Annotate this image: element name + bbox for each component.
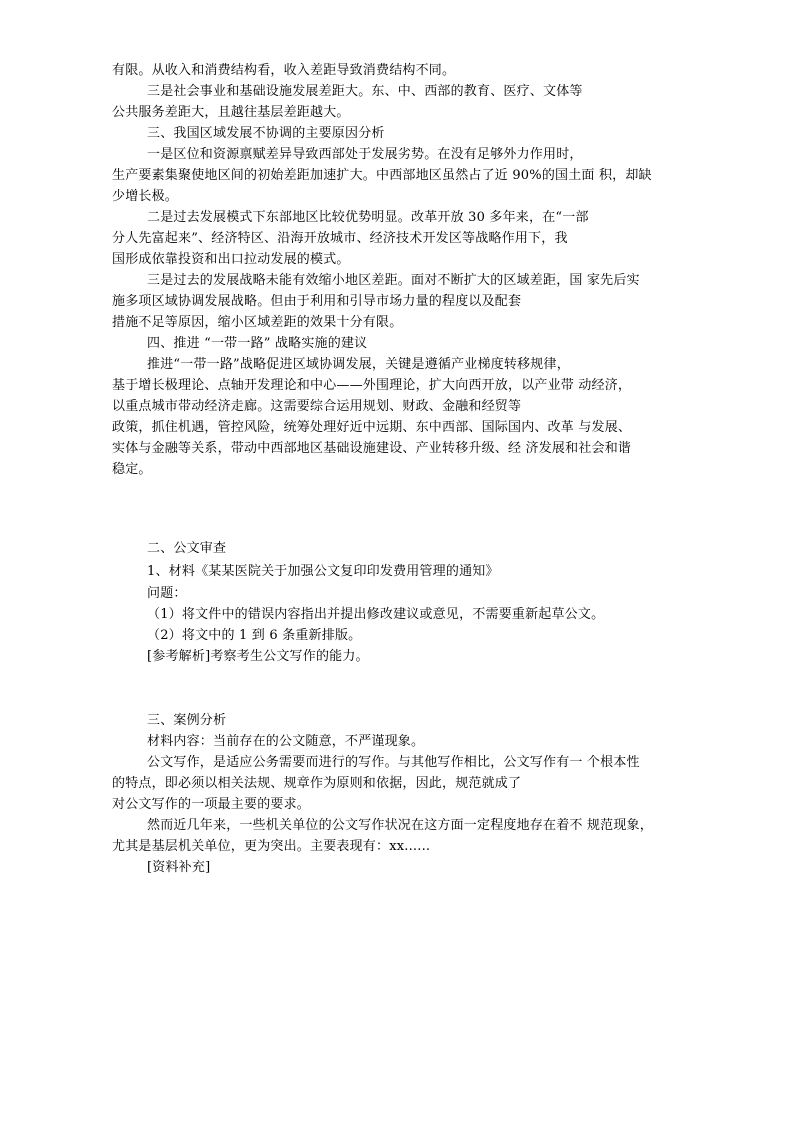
paragraph-line: 基于增长极理论、点轴开发理论和中心——外围理论，扩大向西开放，以产业带 动经济，: [112, 378, 632, 393]
paragraph-line: 有限。从收入和消费结构看，收入差距导致消费结构不同。: [112, 63, 456, 78]
paragraph-line: 生产要素集聚使地区间的初始差距加速扩大。中西部地区虽然占了近 90%的国土面 积，却缺: [112, 168, 652, 183]
paragraph-line: 分人先富起来”、经济特区、沿海开放城市、经济技术开发区等战略作用下，我: [112, 231, 568, 246]
question-label: 问题：: [147, 586, 187, 601]
paragraph-line: 一是区位和资源禀赋差异导致西部处于发展劣势。在没有足够外力作用时，: [147, 147, 583, 162]
paragraph-line: 然而近几年来，一些机关单位的公文写作状况在这方面一定程度地存在着不 规范现象，: [147, 818, 653, 833]
question-item: （1）将文件中的错误内容指出并提出修改建议或意见，不需要重新起草公文。: [147, 607, 605, 622]
paragraph-line: 施多项区域协调发展战略。但由于利用和引导市场力量的程度以及配套: [112, 294, 522, 309]
paragraph-line: 对公文写作的一项最主要的要求。: [112, 797, 311, 812]
reference-note: [参考解析]考察考生公文写作的能力。: [147, 649, 369, 664]
paragraph-line: 三是社会事业和基础设施发展差距大。东、中、西部的教育、医疗、文体等: [147, 84, 583, 99]
paragraph-line: 的特点，即必须以相关法规、规章作为原则和依据，因此，规范就成了: [112, 776, 522, 791]
material-title: 1、材料《某某医院关于加强公文复印印发费用管理的通知》: [147, 564, 499, 579]
material-content: 材料内容：当前存在的公文随意，不严谨现象。: [147, 734, 425, 749]
paragraph-line: 公共服务差距大，且越往基层差距越大。: [112, 105, 350, 120]
paragraph-line: 实体与金融等关系，带动中西部地区基础设施建设、产业转移升级、经 济发展和社会和谐: [112, 441, 632, 456]
paragraph-line: 以重点城市带动经济走廊。这需要综合运用规划、财政、金融和经贸等: [112, 399, 522, 414]
paragraph-line: 国形成依靠投资和出口拉动发展的模式。: [112, 252, 350, 267]
paragraph-line: 稳定。: [112, 462, 152, 477]
section-heading: 二、公文审查: [147, 541, 227, 556]
paragraph-line: 推进“一带一路”战略促进区域协调发展，关键是遵循产业梯度转移规律，: [147, 357, 570, 372]
section-heading: 三、我国区域发展不协调的主要原因分析: [147, 126, 385, 141]
section-heading: 三、案例分析: [147, 713, 227, 728]
paragraph-line: 少增长极。: [112, 189, 179, 204]
section-heading: 四、推进 “一带一路” 战略实施的建议: [147, 336, 368, 351]
question-item: （2）将文中的 1 到 6 条重新排版。: [147, 628, 362, 643]
paragraph-line: 政策，抓住机遇，管控风险，统筹处理好近中远期、东中西部、国际国内、改革 与发展、: [112, 420, 632, 435]
paragraph-line: 二是过去发展模式下东部地区比较优势明显。改革开放 30 多年来，在“一部: [147, 210, 589, 225]
supplement-note: [资料补充]: [147, 860, 211, 875]
paragraph-line: 尤其是基层机关单位，更为突出。主要表现有：xx......: [112, 839, 431, 854]
paragraph-line: 公文写作，是适应公务需要而进行的写作。与其他写作相比，公文写作有一 个根本性: [147, 755, 640, 770]
paragraph-line: 三是过去的发展战略未能有效缩小地区差距。面对不断扩大的区域差距，国 家先后实: [147, 273, 640, 288]
paragraph-line: 措施不足等原因，缩小区域差距的效果十分有限。: [112, 315, 403, 330]
